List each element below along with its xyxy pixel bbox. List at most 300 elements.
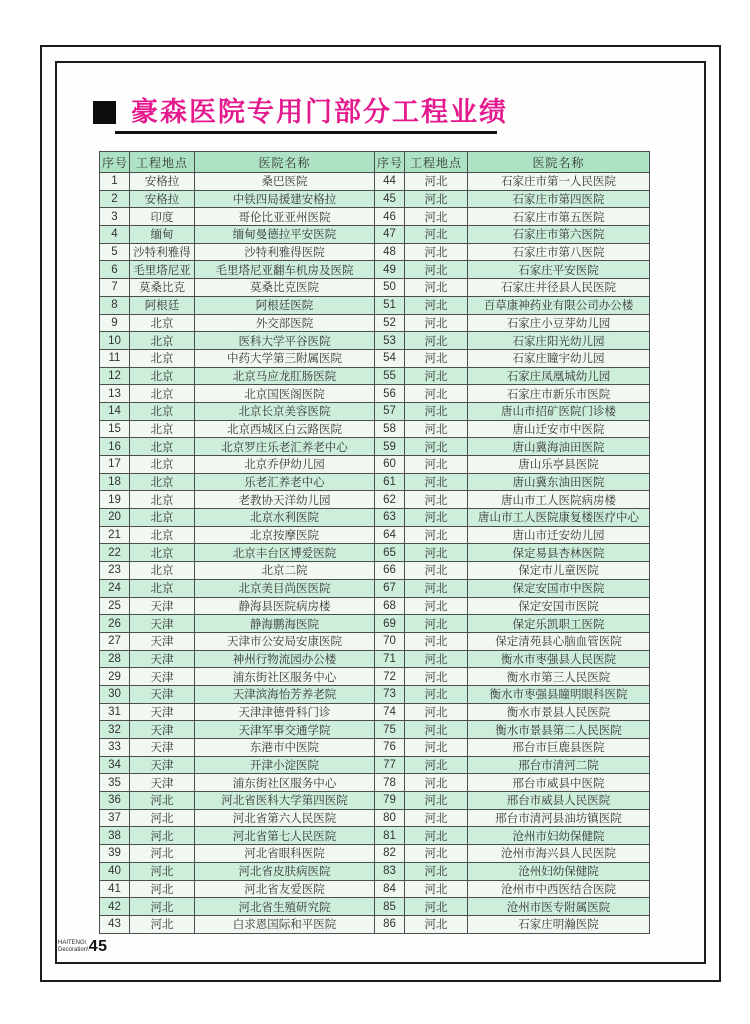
location-cell: 河北 xyxy=(130,915,195,933)
seq-cell: 21 xyxy=(100,526,130,544)
table-row xyxy=(100,668,650,686)
table-row xyxy=(100,774,650,792)
location-cell: 河北 xyxy=(405,915,468,933)
location-cell: 河北 xyxy=(405,243,468,261)
location-cell: 河北 xyxy=(405,509,468,527)
seq-cell: 40 xyxy=(100,862,130,880)
seq-cell: 49 xyxy=(375,261,405,279)
location-cell: 河北 xyxy=(130,809,195,827)
hospital-cell: 唐山冀东油田医院 xyxy=(468,473,650,491)
hospital-cell: 邢台市清河二院 xyxy=(468,756,650,774)
table-row xyxy=(100,261,650,279)
location-cell: 河北 xyxy=(405,226,468,244)
seq-cell: 57 xyxy=(375,402,405,420)
seq-cell: 55 xyxy=(375,367,405,385)
header-hospital-right: 医院名称 xyxy=(468,152,650,173)
location-cell: 河北 xyxy=(130,827,195,845)
seq-cell: 52 xyxy=(375,314,405,332)
table-row xyxy=(100,615,650,633)
location-cell: 河北 xyxy=(405,296,468,314)
hospital-cell: 北京乔伊幼儿园 xyxy=(195,456,375,474)
table-row xyxy=(100,296,650,314)
hospital-cell: 保定乐凯职工医院 xyxy=(468,615,650,633)
location-cell: 河北 xyxy=(405,685,468,703)
hospital-cell: 衡水市枣强县瞳明眼科医院 xyxy=(468,685,650,703)
seq-cell: 22 xyxy=(100,544,130,562)
hospital-cell: 白求恩国际和平医院 xyxy=(195,915,375,933)
seq-cell: 75 xyxy=(375,721,405,739)
projects-table-body xyxy=(100,173,650,934)
table-row xyxy=(100,739,650,757)
table-row xyxy=(100,438,650,456)
location-cell: 北京 xyxy=(130,456,195,474)
table-row xyxy=(100,509,650,527)
seq-cell: 61 xyxy=(375,473,405,491)
brand-line-1: HAITENG\ xyxy=(58,940,87,947)
hospital-cell: 桑巴医院 xyxy=(195,173,375,191)
location-cell: 河北 xyxy=(130,898,195,916)
seq-cell: 20 xyxy=(100,509,130,527)
table-row xyxy=(100,491,650,509)
location-cell: 河北 xyxy=(130,792,195,810)
table-row xyxy=(100,827,650,845)
table-row xyxy=(100,332,650,350)
seq-cell: 59 xyxy=(375,438,405,456)
seq-cell: 18 xyxy=(100,473,130,491)
location-cell: 河北 xyxy=(405,792,468,810)
table-row xyxy=(100,579,650,597)
seq-cell: 79 xyxy=(375,792,405,810)
hospital-cell: 河北省生殖研究院 xyxy=(195,898,375,916)
table-row xyxy=(100,862,650,880)
hospital-cell: 唐山市工人医院康复楼医疗中心 xyxy=(468,509,650,527)
location-cell: 北京 xyxy=(130,314,195,332)
location-cell: 北京 xyxy=(130,420,195,438)
table-row xyxy=(100,845,650,863)
location-cell: 河北 xyxy=(405,615,468,633)
seq-cell: 29 xyxy=(100,668,130,686)
hospital-cell: 沧州妇幼保健院 xyxy=(468,862,650,880)
hospital-cell: 北京美目尚医医院 xyxy=(195,579,375,597)
hospital-cell: 衡水市第三人民医院 xyxy=(468,668,650,686)
seq-cell: 84 xyxy=(375,880,405,898)
location-cell: 北京 xyxy=(130,367,195,385)
hospital-cell: 神州行物流园办公楼 xyxy=(195,650,375,668)
hospital-cell: 唐山市招矿医院门诊楼 xyxy=(468,402,650,420)
table-row xyxy=(100,756,650,774)
hospital-cell: 唐山市迁安幼儿园 xyxy=(468,526,650,544)
table-row xyxy=(100,190,650,208)
location-cell: 河北 xyxy=(405,721,468,739)
location-cell: 河北 xyxy=(405,632,468,650)
location-cell: 河北 xyxy=(405,456,468,474)
location-cell: 河北 xyxy=(130,880,195,898)
header-location-left: 工程地点 xyxy=(130,152,195,173)
page-footer xyxy=(58,938,107,956)
hospital-cell: 衡水市枣强县人民医院 xyxy=(468,650,650,668)
table-row xyxy=(100,721,650,739)
seq-cell: 42 xyxy=(100,898,130,916)
location-cell: 安格拉 xyxy=(130,173,195,191)
hospital-cell: 医科大学平谷医院 xyxy=(195,332,375,350)
location-cell: 河北 xyxy=(130,845,195,863)
header-hospital-left: 医院名称 xyxy=(195,152,375,173)
seq-cell: 86 xyxy=(375,915,405,933)
header-seq-right: 序号 xyxy=(375,152,405,173)
hospital-cell: 毛里塔尼亚翻车机房及医院 xyxy=(195,261,375,279)
seq-cell: 12 xyxy=(100,367,130,385)
seq-cell: 10 xyxy=(100,332,130,350)
seq-cell: 76 xyxy=(375,739,405,757)
seq-cell: 7 xyxy=(100,279,130,297)
seq-cell: 66 xyxy=(375,562,405,580)
seq-cell: 26 xyxy=(100,615,130,633)
table-row xyxy=(100,456,650,474)
hospital-cell: 浦东街社区服务中心 xyxy=(195,774,375,792)
seq-cell: 35 xyxy=(100,774,130,792)
table-row xyxy=(100,809,650,827)
hospital-cell: 缅甸曼德拉平安医院 xyxy=(195,226,375,244)
table-row xyxy=(100,562,650,580)
hospital-cell: 石家庄市第六医院 xyxy=(468,226,650,244)
location-cell: 河北 xyxy=(405,261,468,279)
hospital-cell: 唐山乐亭县医院 xyxy=(468,456,650,474)
location-cell: 天津 xyxy=(130,721,195,739)
location-cell: 天津 xyxy=(130,668,195,686)
hospital-cell: 北京二院 xyxy=(195,562,375,580)
table-row xyxy=(100,915,650,933)
seq-cell: 44 xyxy=(375,173,405,191)
seq-cell: 19 xyxy=(100,491,130,509)
table-row xyxy=(100,349,650,367)
hospital-cell: 静海县医院病房楼 xyxy=(195,597,375,615)
hospital-cell: 北京按摩医院 xyxy=(195,526,375,544)
brand-mark xyxy=(58,940,89,954)
location-cell: 河北 xyxy=(405,845,468,863)
table-row xyxy=(100,173,650,191)
hospital-cell: 石家庄平安医院 xyxy=(468,261,650,279)
header-location-right: 工程地点 xyxy=(405,152,468,173)
location-cell: 北京 xyxy=(130,544,195,562)
seq-cell: 38 xyxy=(100,827,130,845)
location-cell: 河北 xyxy=(405,420,468,438)
location-cell: 天津 xyxy=(130,650,195,668)
location-cell: 河北 xyxy=(405,739,468,757)
hospital-cell: 天津滨海怡芳养老院 xyxy=(195,685,375,703)
location-cell: 天津 xyxy=(130,632,195,650)
seq-cell: 43 xyxy=(100,915,130,933)
hospital-cell: 哥伦比亚亚州医院 xyxy=(195,208,375,226)
location-cell: 河北 xyxy=(405,491,468,509)
seq-cell: 54 xyxy=(375,349,405,367)
seq-cell: 14 xyxy=(100,402,130,420)
seq-cell: 72 xyxy=(375,668,405,686)
seq-cell: 4 xyxy=(100,226,130,244)
hospital-cell: 河北省皮肤病医院 xyxy=(195,862,375,880)
table-row xyxy=(100,526,650,544)
hospital-cell: 石家庄市第五医院 xyxy=(468,208,650,226)
location-cell: 河北 xyxy=(405,579,468,597)
seq-cell: 15 xyxy=(100,420,130,438)
hospital-cell: 石家庄凤凰城幼儿园 xyxy=(468,367,650,385)
location-cell: 北京 xyxy=(130,526,195,544)
hospital-cell: 沧州市中西医结合医院 xyxy=(468,880,650,898)
hospital-cell: 开津小淀医院 xyxy=(195,756,375,774)
hospital-cell: 保定市儿童医院 xyxy=(468,562,650,580)
location-cell: 河北 xyxy=(405,173,468,191)
seq-cell: 33 xyxy=(100,739,130,757)
seq-cell: 46 xyxy=(375,208,405,226)
title-underline xyxy=(115,131,497,134)
table-row xyxy=(100,402,650,420)
seq-cell: 45 xyxy=(375,190,405,208)
hospital-cell: 老教协天洋幼儿园 xyxy=(195,491,375,509)
location-cell: 北京 xyxy=(130,402,195,420)
location-cell: 天津 xyxy=(130,597,195,615)
location-cell: 河北 xyxy=(405,190,468,208)
hospital-cell: 北京马应龙肛肠医院 xyxy=(195,367,375,385)
table-row xyxy=(100,597,650,615)
hospital-cell: 邢台市威县中医院 xyxy=(468,774,650,792)
hospital-cell: 唐山冀海油田医院 xyxy=(468,438,650,456)
outer-border-frame xyxy=(40,45,721,982)
hospital-cell: 北京水利医院 xyxy=(195,509,375,527)
seq-cell: 31 xyxy=(100,703,130,721)
projects-table xyxy=(99,151,650,934)
location-cell: 北京 xyxy=(130,562,195,580)
location-cell: 印度 xyxy=(130,208,195,226)
seq-cell: 83 xyxy=(375,862,405,880)
seq-cell: 8 xyxy=(100,296,130,314)
seq-cell: 17 xyxy=(100,456,130,474)
hospital-cell: 唐山迁安市中医院 xyxy=(468,420,650,438)
hospital-cell: 石家庄阳光幼儿园 xyxy=(468,332,650,350)
hospital-cell: 石家庄小豆芽幼儿园 xyxy=(468,314,650,332)
hospital-cell: 天津军事交通学院 xyxy=(195,721,375,739)
hospital-cell: 沧州市妇幼保健院 xyxy=(468,827,650,845)
hospital-cell: 莫桑比克医院 xyxy=(195,279,375,297)
seq-cell: 34 xyxy=(100,756,130,774)
seq-cell: 58 xyxy=(375,420,405,438)
location-cell: 河北 xyxy=(405,703,468,721)
seq-cell: 6 xyxy=(100,261,130,279)
hospital-cell: 石家庄明瀚医院 xyxy=(468,915,650,933)
seq-cell: 82 xyxy=(375,845,405,863)
seq-cell: 36 xyxy=(100,792,130,810)
seq-cell: 1 xyxy=(100,173,130,191)
location-cell: 河北 xyxy=(405,827,468,845)
seq-cell: 23 xyxy=(100,562,130,580)
location-cell: 河北 xyxy=(405,314,468,332)
location-cell: 北京 xyxy=(130,385,195,403)
title-bullet-square-icon xyxy=(93,101,116,124)
seq-cell: 53 xyxy=(375,332,405,350)
seq-cell: 50 xyxy=(375,279,405,297)
header-seq-left: 序号 xyxy=(100,152,130,173)
seq-cell: 68 xyxy=(375,597,405,615)
location-cell: 河北 xyxy=(405,544,468,562)
hospital-cell: 石家庄市第八医院 xyxy=(468,243,650,261)
hospital-cell: 河北省医科大学第四医院 xyxy=(195,792,375,810)
location-cell: 河北 xyxy=(405,332,468,350)
location-cell: 沙特利雅得 xyxy=(130,243,195,261)
location-cell: 毛里塔尼亚 xyxy=(130,261,195,279)
hospital-cell: 北京丰台区博爱医院 xyxy=(195,544,375,562)
location-cell: 天津 xyxy=(130,739,195,757)
hospital-cell: 唐山市工人医院病房楼 xyxy=(468,491,650,509)
location-cell: 阿根廷 xyxy=(130,296,195,314)
hospital-cell: 河北省友爱医院 xyxy=(195,880,375,898)
seq-cell: 77 xyxy=(375,756,405,774)
location-cell: 莫桑比克 xyxy=(130,279,195,297)
table-row xyxy=(100,650,650,668)
location-cell: 天津 xyxy=(130,703,195,721)
hospital-cell: 河北省第七人民医院 xyxy=(195,827,375,845)
seq-cell: 13 xyxy=(100,385,130,403)
hospital-cell: 静海鹏海医院 xyxy=(195,615,375,633)
location-cell: 河北 xyxy=(405,385,468,403)
hospital-cell: 邢台市清河县油坊镇医院 xyxy=(468,809,650,827)
table-row xyxy=(100,367,650,385)
location-cell: 河北 xyxy=(405,349,468,367)
location-cell: 天津 xyxy=(130,756,195,774)
seq-cell: 5 xyxy=(100,243,130,261)
hospital-cell: 河北省眼科医院 xyxy=(195,845,375,863)
hospital-cell: 邢台市威县人民医院 xyxy=(468,792,650,810)
location-cell: 河北 xyxy=(130,862,195,880)
hospital-cell: 北京罗庄乐老汇养老中心 xyxy=(195,438,375,456)
seq-cell: 2 xyxy=(100,190,130,208)
seq-cell: 80 xyxy=(375,809,405,827)
seq-cell: 85 xyxy=(375,898,405,916)
hospital-cell: 石家庄瞳宇幼儿园 xyxy=(468,349,650,367)
table-row xyxy=(100,243,650,261)
table-row xyxy=(100,880,650,898)
location-cell: 河北 xyxy=(405,438,468,456)
location-cell: 天津 xyxy=(130,615,195,633)
hospital-cell: 保定易县杏林医院 xyxy=(468,544,650,562)
seq-cell: 28 xyxy=(100,650,130,668)
hospital-cell: 保定清苑县心脑血管医院 xyxy=(468,632,650,650)
table-row xyxy=(100,685,650,703)
hospital-cell: 石家庄市新乐市医院 xyxy=(468,385,650,403)
location-cell: 河北 xyxy=(405,668,468,686)
hospital-cell: 石家庄市第四医院 xyxy=(468,190,650,208)
seq-cell: 30 xyxy=(100,685,130,703)
location-cell: 河北 xyxy=(405,208,468,226)
seq-cell: 62 xyxy=(375,491,405,509)
location-cell: 河北 xyxy=(405,774,468,792)
seq-cell: 32 xyxy=(100,721,130,739)
header-row xyxy=(100,152,650,173)
hospital-cell: 外交部医院 xyxy=(195,314,375,332)
location-cell: 河北 xyxy=(405,650,468,668)
seq-cell: 74 xyxy=(375,703,405,721)
table-row xyxy=(100,898,650,916)
table-row xyxy=(100,420,650,438)
seq-cell: 27 xyxy=(100,632,130,650)
brand-line-2: Decoration\ xyxy=(58,947,89,954)
seq-cell: 71 xyxy=(375,650,405,668)
seq-cell: 39 xyxy=(100,845,130,863)
seq-cell: 16 xyxy=(100,438,130,456)
location-cell: 河北 xyxy=(405,279,468,297)
hospital-cell: 天津市公安局安康医院 xyxy=(195,632,375,650)
seq-cell: 51 xyxy=(375,296,405,314)
hospital-cell: 天津津德骨科门诊 xyxy=(195,703,375,721)
table-row xyxy=(100,792,650,810)
page-number: 45 xyxy=(88,938,108,955)
table-row xyxy=(100,314,650,332)
seq-cell: 25 xyxy=(100,597,130,615)
location-cell: 河北 xyxy=(405,526,468,544)
hospital-cell: 沙特利雅得医院 xyxy=(195,243,375,261)
hospital-cell: 中铁四局援建安格拉 xyxy=(195,190,375,208)
hospital-cell: 浦东街社区服务中心 xyxy=(195,668,375,686)
location-cell: 北京 xyxy=(130,332,195,350)
seq-cell: 64 xyxy=(375,526,405,544)
location-cell: 河北 xyxy=(405,898,468,916)
seq-cell: 9 xyxy=(100,314,130,332)
table-row xyxy=(100,226,650,244)
seq-cell: 70 xyxy=(375,632,405,650)
location-cell: 天津 xyxy=(130,774,195,792)
seq-cell: 3 xyxy=(100,208,130,226)
location-cell: 河北 xyxy=(405,562,468,580)
location-cell: 河北 xyxy=(405,880,468,898)
location-cell: 河北 xyxy=(405,473,468,491)
location-cell: 河北 xyxy=(405,809,468,827)
seq-cell: 41 xyxy=(100,880,130,898)
hospital-cell: 北京长京美容医院 xyxy=(195,402,375,420)
hospital-cell: 北京国医阁医院 xyxy=(195,385,375,403)
location-cell: 河北 xyxy=(405,756,468,774)
hospital-cell: 沧州市医专附属医院 xyxy=(468,898,650,916)
hospital-cell: 保定安国市中医院 xyxy=(468,579,650,597)
location-cell: 缅甸 xyxy=(130,226,195,244)
location-cell: 河北 xyxy=(405,862,468,880)
table-row xyxy=(100,473,650,491)
location-cell: 河北 xyxy=(405,402,468,420)
projects-table-head xyxy=(100,152,650,173)
hospital-cell: 阿根廷医院 xyxy=(195,296,375,314)
hospital-cell: 河北省第六人民医院 xyxy=(195,809,375,827)
seq-cell: 81 xyxy=(375,827,405,845)
location-cell: 河北 xyxy=(405,597,468,615)
seq-cell: 48 xyxy=(375,243,405,261)
table-row xyxy=(100,703,650,721)
hospital-cell: 衡水市景县第二人民医院 xyxy=(468,721,650,739)
inner-border-frame xyxy=(55,61,706,964)
location-cell: 北京 xyxy=(130,491,195,509)
hospital-cell: 东港市中医院 xyxy=(195,739,375,757)
table-row xyxy=(100,208,650,226)
table-row xyxy=(100,632,650,650)
page-title: 豪森医院专用门部分工程业绩 xyxy=(131,97,508,127)
location-cell: 北京 xyxy=(130,509,195,527)
seq-cell: 60 xyxy=(375,456,405,474)
table-row xyxy=(100,279,650,297)
seq-cell: 63 xyxy=(375,509,405,527)
table-row xyxy=(100,544,650,562)
location-cell: 安格拉 xyxy=(130,190,195,208)
location-cell: 天津 xyxy=(130,685,195,703)
hospital-cell: 百草康神药业有限公司办公楼 xyxy=(468,296,650,314)
hospital-cell: 乐老汇养老中心 xyxy=(195,473,375,491)
seq-cell: 78 xyxy=(375,774,405,792)
seq-cell: 24 xyxy=(100,579,130,597)
seq-cell: 56 xyxy=(375,385,405,403)
